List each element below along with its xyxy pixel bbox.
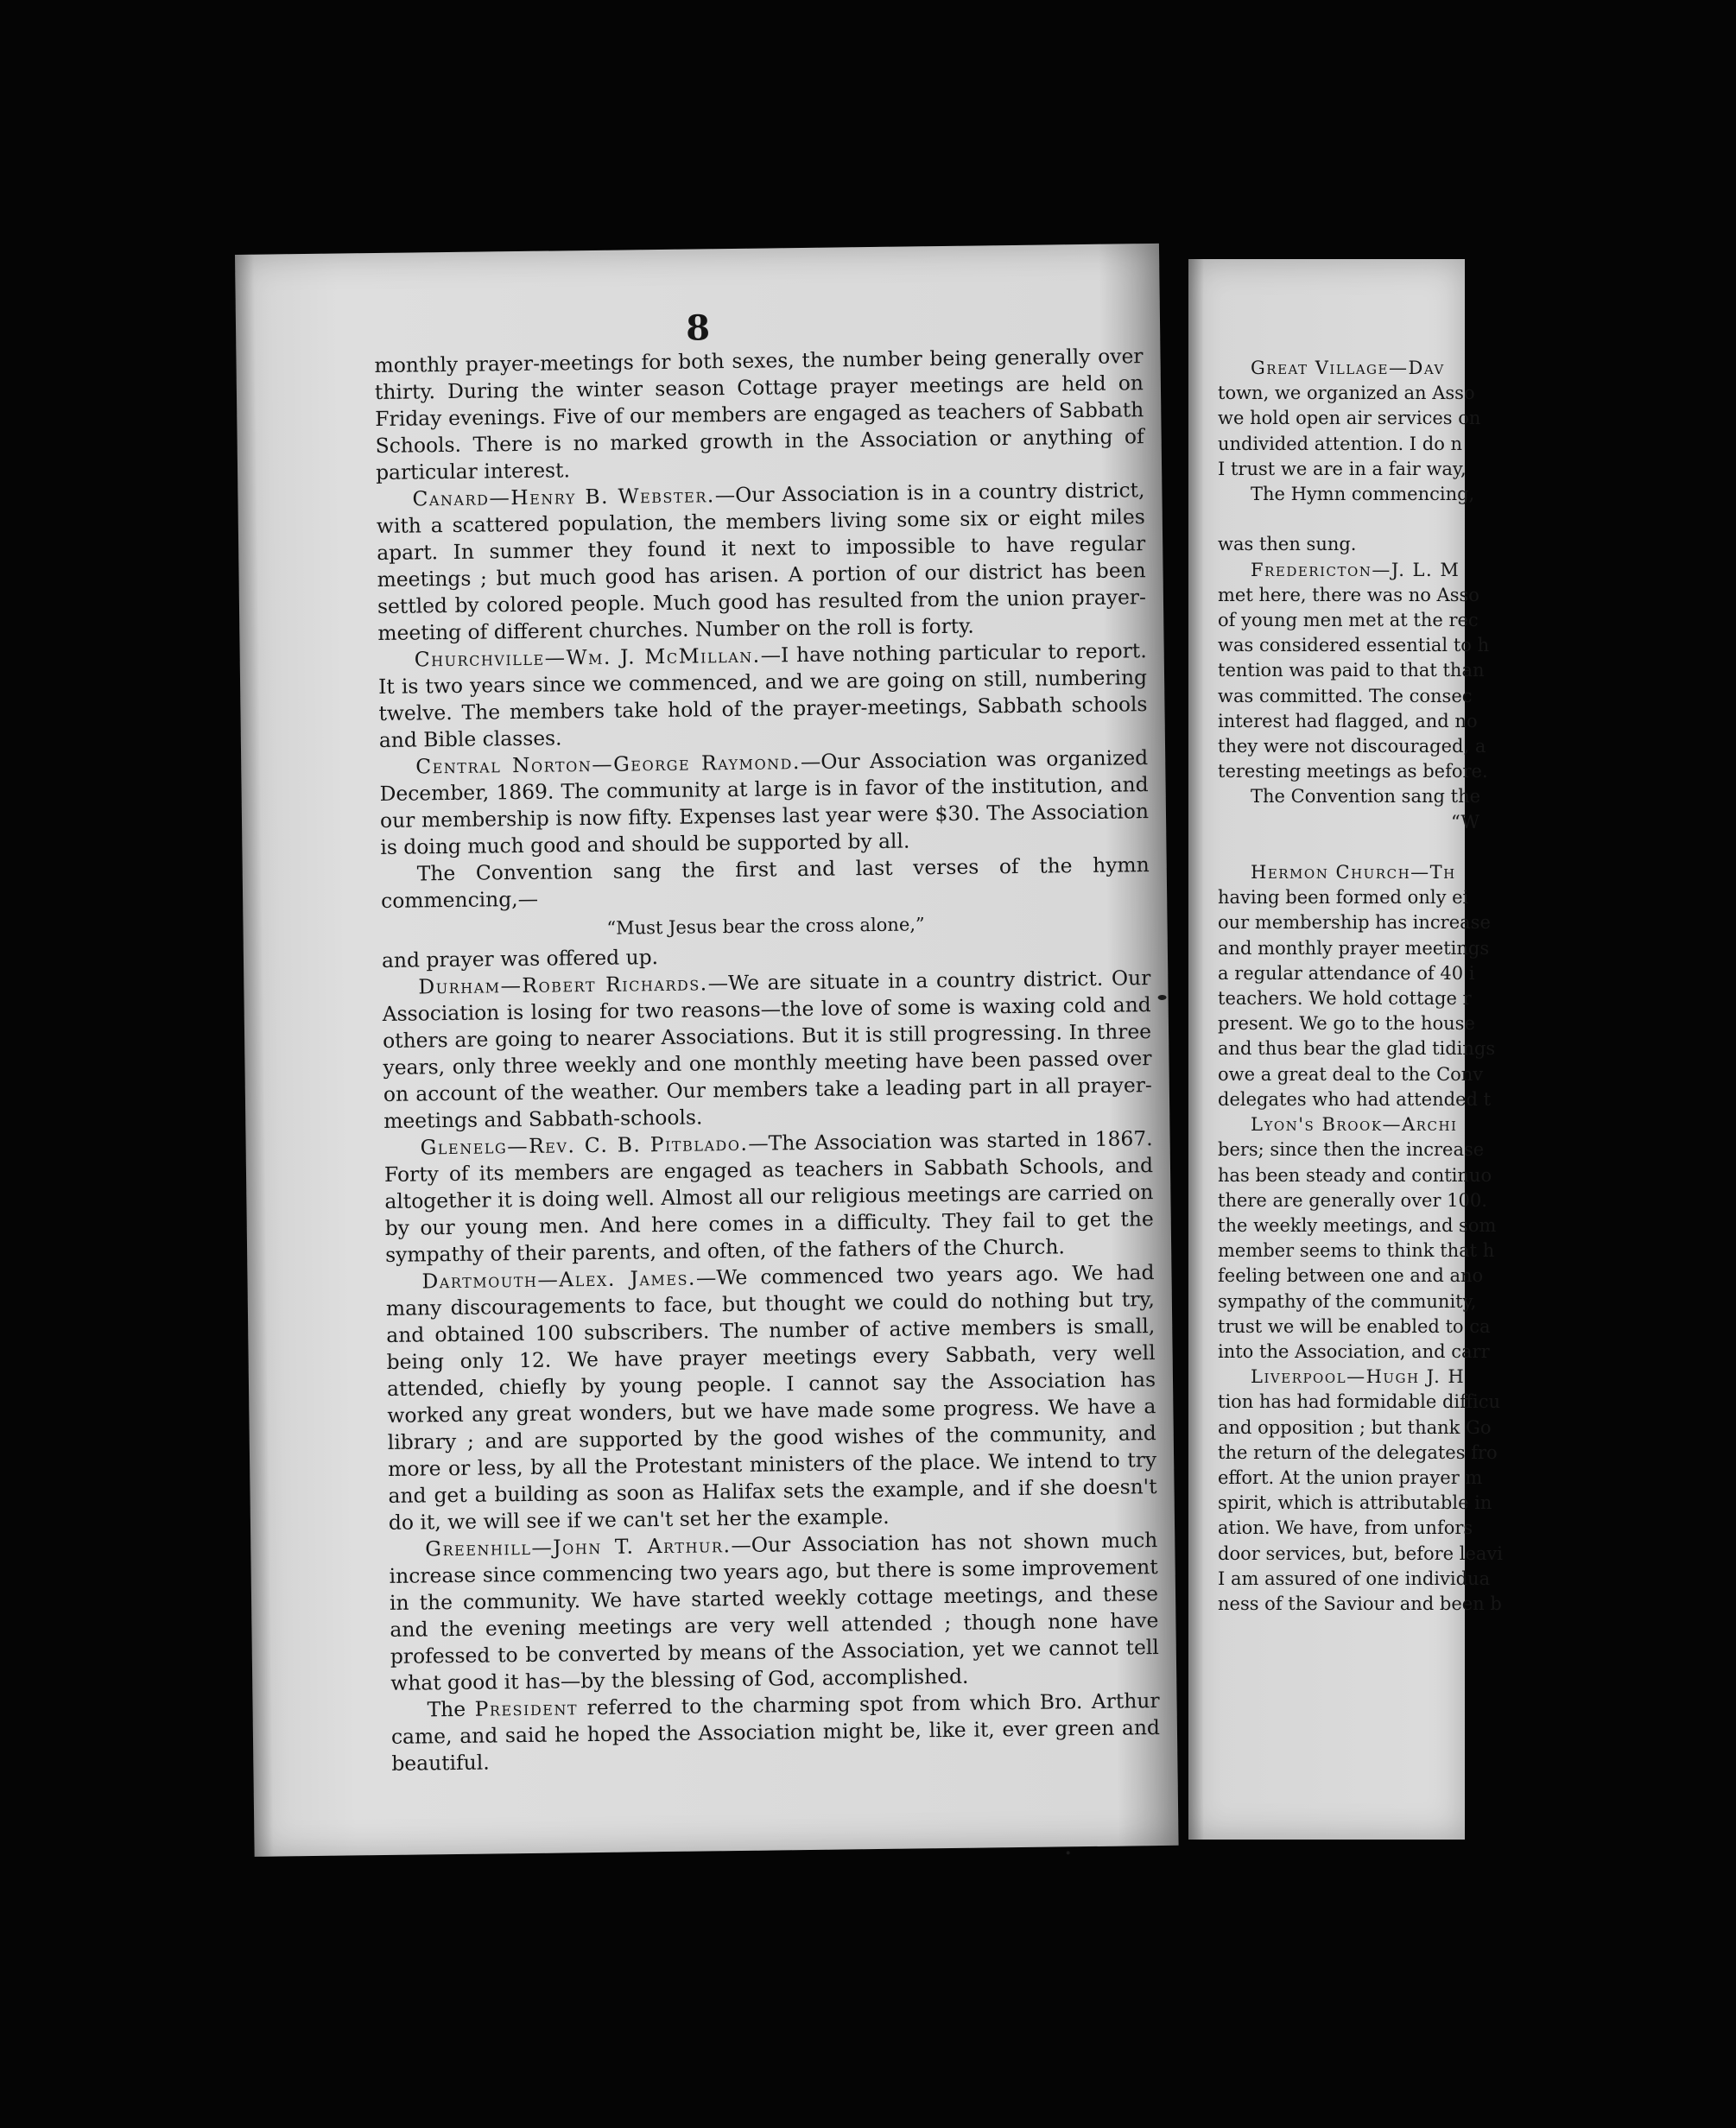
left-page bbox=[235, 244, 1179, 1857]
page-number: 8 bbox=[685, 307, 711, 349]
heading-president: President bbox=[474, 1695, 579, 1721]
right-page-line: and monthly prayer meetings bbox=[1218, 937, 1490, 959]
right-page-line: and opposition ; but thank Go bbox=[1218, 1416, 1492, 1438]
text-president-the: The bbox=[427, 1696, 466, 1722]
right-page-line: spirit, which is attributable in bbox=[1218, 1492, 1492, 1514]
right-page-line: Lyon's Brook—Archi bbox=[1251, 1114, 1458, 1136]
paragraph-canard bbox=[376, 477, 1146, 647]
right-page-line: town, we organized an Asso bbox=[1218, 383, 1475, 404]
right-page-line bbox=[1218, 835, 1736, 860]
right-page-line: delegates who had attended t bbox=[1218, 1088, 1492, 1110]
heading-canard: Canard—Henry B. Webster. bbox=[412, 483, 715, 511]
text-glenelg: —The Association was started in 1867. Forty of its members are engaged as teachers in Sabbath Schools, and altogether it is doing well. Almost all our religious meetings are carried on by our young men. And here comes in a difficulty. They fail to get the sympathy of their parents, and often, of the fathers of the Church. bbox=[383, 1126, 1154, 1267]
right-page-line: having been formed only ei bbox=[1218, 887, 1469, 909]
right-page-line: into the Association, and carr bbox=[1218, 1340, 1490, 1362]
text-churchville: —I have nothing particular to report. It is two years since we commenced, and we are going on still, numbering twelve. The members take hold of the prayer-meetings, Sabbath schools and Bible classes. bbox=[377, 638, 1148, 753]
heading-glenelg: Glenelg—Rev. C. B. Pitblado. bbox=[420, 1130, 749, 1160]
right-page-line: Great Village—Dav bbox=[1251, 358, 1445, 378]
paragraph-central-norton bbox=[379, 744, 1149, 861]
paragraph-dartmouth bbox=[385, 1259, 1157, 1536]
text-canard: —Our Association is in a country district, with a scattered population, the members living some six or eight miles apart. In summer they found it next to impossible to have regular meetings ; but much good has arisen. A portion of our district has been settled by colored people. Much good has resulted from the union prayer-meeting of different churches. Number on the roll is forty. bbox=[376, 478, 1147, 646]
right-page-line: was then sung. bbox=[1218, 534, 1357, 555]
right-page-line: teresting meetings as before. bbox=[1218, 761, 1488, 782]
right-page-line: met here, there was no Asso bbox=[1218, 584, 1479, 605]
paragraph-president bbox=[390, 1688, 1160, 1777]
right-page-line: the return of the delegates fro bbox=[1218, 1441, 1498, 1463]
text-greenhill: —Our Association has not shown much increase since commencing two years ago, but there is some improvement in the community. We have started weekly cottage meetings, and these and the evening meetings are very well attended ; though none have professed to be converted by means of the Association, yet we cannot tell what good it has—by the blessing of God, accomplished. bbox=[389, 1528, 1159, 1695]
right-page-line bbox=[1218, 507, 1736, 532]
heading-greenhill: Greenhill—John T. Arthur. bbox=[425, 1533, 732, 1561]
right-page-line: tion has had formidable difficu bbox=[1218, 1391, 1501, 1413]
right-page-line: The Convention sang the bbox=[1251, 786, 1481, 808]
paragraph-glenelg bbox=[383, 1125, 1154, 1269]
right-page-line: door services, but, before leavi bbox=[1218, 1542, 1504, 1564]
right-page-line: we hold open air services on bbox=[1218, 408, 1481, 429]
heading-central-norton: Central Norton—George Raymond. bbox=[415, 750, 801, 779]
paragraph-continuation: monthly prayer-meetings for both sexes, the number being generally over thirty. During the winter season Cottage prayer meetings are held on Friday evenings. Five of our members are engaged as teachers of Sabbath Schools. There is no marked growth in the Association or anything of particular interest. bbox=[374, 344, 1144, 485]
paragraph-convention-sang: The Convention sang the first and last verses of the hymn commencing,— bbox=[380, 852, 1150, 913]
text-durham: —We are situate in a country district. Our Association is losing for two reasons—the love of some is waxing cold and others are going to nearer Associations. But it is still progressing. In three years, only three weekly and one monthly meeting have been passed over on account of the weather. Our members take a leading part in all prayer-meetings and Sabbath-schools. bbox=[382, 966, 1152, 1133]
right-page-line: of young men met at the rec bbox=[1218, 610, 1479, 631]
right-page-line: member seems to think that h bbox=[1218, 1240, 1495, 1262]
ink-speck bbox=[1158, 995, 1167, 1000]
right-page-line: tention was paid to that than bbox=[1218, 660, 1485, 681]
right-page-line: Liverpool—Hugh J. H bbox=[1251, 1366, 1466, 1388]
right-page-line: I trust we are in a fair way, bbox=[1218, 458, 1467, 479]
right-page-line: has been steady and continuo bbox=[1218, 1164, 1492, 1186]
paragraph-prayer-offered: and prayer was offered up. bbox=[381, 945, 659, 972]
hymn-quote: “Must Jesus bear the cross alone,” bbox=[606, 914, 925, 939]
right-page-line: owe a great deal to the Conv bbox=[1218, 1063, 1484, 1085]
right-page-line: I am assured of one individua bbox=[1218, 1568, 1491, 1589]
paragraph-durham bbox=[382, 965, 1152, 1135]
paragraph-greenhill bbox=[389, 1527, 1159, 1697]
left-page-text bbox=[374, 343, 1160, 1777]
right-page-line: The Hymn commencing, bbox=[1251, 484, 1475, 505]
right-page-line: trust we will be enabled to ca bbox=[1218, 1315, 1491, 1337]
heading-churchville: Churchville—Wm. J. McMillan. bbox=[414, 643, 761, 672]
right-page-line: our membership has increase bbox=[1218, 912, 1491, 934]
right-page-line: ness of the Saviour and been b bbox=[1218, 1593, 1502, 1614]
right-page-line: a regular attendance of 40 i bbox=[1218, 962, 1475, 984]
right-page-line: effort. At the union prayer m bbox=[1218, 1466, 1483, 1488]
right-page-line: the weekly meetings, and som bbox=[1218, 1214, 1497, 1236]
right-page-line: undivided attention. I do n bbox=[1218, 433, 1463, 454]
right-page-line: was committed. The consec bbox=[1218, 685, 1473, 706]
right-page-line: and thus bear the glad tidings bbox=[1218, 1038, 1496, 1060]
ink-speck bbox=[1067, 1851, 1070, 1854]
heading-dartmouth: Dartmouth—Alex. James. bbox=[421, 1265, 697, 1294]
right-page-line: ation. We have, from unfors bbox=[1218, 1517, 1473, 1539]
right-page-line: they were not discouraged, a bbox=[1218, 736, 1486, 757]
right-page-line: was considered essential to h bbox=[1218, 635, 1490, 656]
right-page-line: Fredericton—J. L. M bbox=[1251, 559, 1460, 580]
right-page-text bbox=[1218, 356, 1736, 1617]
right-page-line: Hermon Church—Th bbox=[1251, 862, 1456, 884]
right-page-line: teachers. We hold cottage r bbox=[1218, 988, 1472, 1010]
right-page-line: there are generally over 100. bbox=[1218, 1189, 1487, 1211]
paragraph-churchville bbox=[378, 637, 1148, 754]
text-central-norton: —Our Association was organized December, 1869. The community at large is in favor of the institution, and our membership is now fifty. Expenses last year were $30. The Association is doing much good and should be supported by all. bbox=[379, 745, 1150, 859]
right-page-line: present. We go to the house bbox=[1218, 1013, 1475, 1035]
right-page-line: bers; since then the increase bbox=[1218, 1139, 1485, 1161]
heading-durham: Durham—Robert Richards. bbox=[418, 971, 708, 999]
right-page-line: “W bbox=[1451, 811, 1479, 833]
right-page-line: interest had flagged, and no bbox=[1218, 710, 1478, 732]
text-president: referred to the charming spot from which Bro. Arthur came, and said he hoped the Association might be, like it, ever green and beautiful. bbox=[390, 1688, 1161, 1776]
right-page-line: feeling between one and ano bbox=[1218, 1265, 1484, 1287]
right-page bbox=[1188, 259, 1504, 1840]
right-page-line: sympathy of the community, bbox=[1218, 1290, 1477, 1312]
text-dartmouth: —We commenced two years ago. We had many discouragements to face, but thought we could do nothing but try, and obtained 100 subscribers. The number of active members is small, being only 12. We have prayer meetings every Sabbath, very well attended, chiefly by young people. I cannot say the Association has worked any great wonders, but we have made some progress. We have a library ; and are supported by the good wishes of the community, and more or less, by all the Protestant ministers of the place. We intend to try and get a building as soon as Halifax sets the example, and if she doesn't do it, we will see if we can't set her the example. bbox=[385, 1260, 1157, 1535]
